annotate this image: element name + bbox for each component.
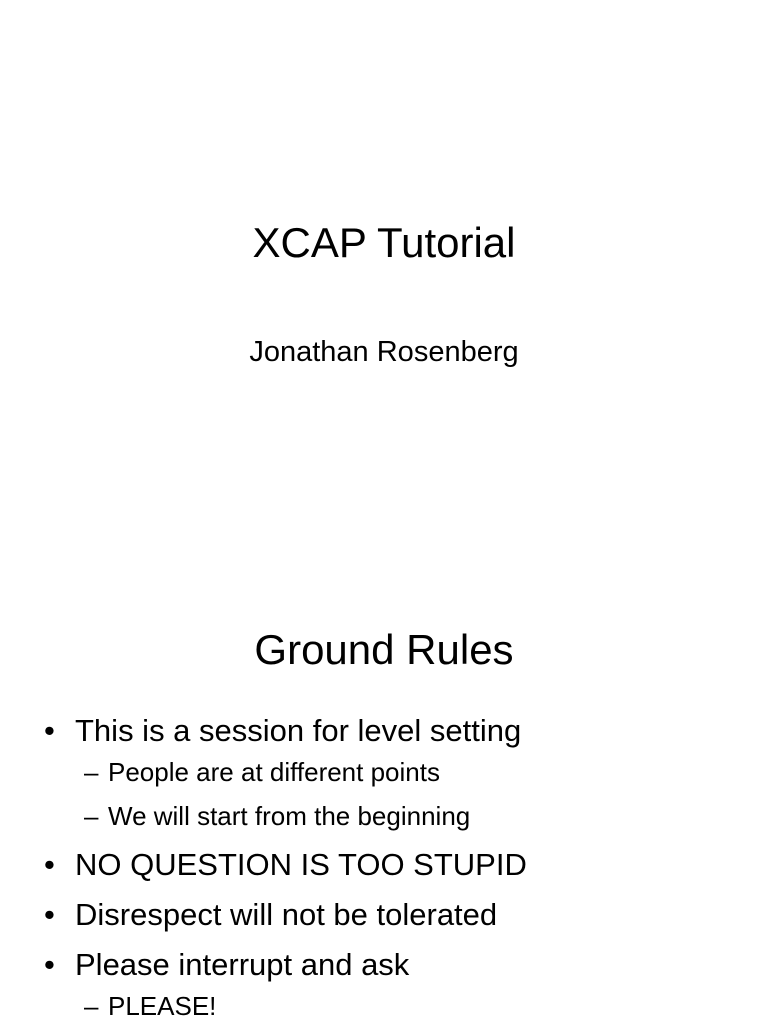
dash-icon: – [84, 991, 99, 1021]
slide-1-title: XCAP Tutorial [252, 219, 516, 266]
sub-bullet-item [0, 801, 768, 831]
sub-bullet-item [0, 991, 768, 1021]
dash-icon: – [84, 757, 99, 787]
bullet-text: Please interrupt and ask [75, 947, 410, 982]
sub-bullet-item [0, 757, 768, 787]
bullet-icon: • [44, 897, 55, 932]
sub-bullet-text: We will start from the beginning [108, 801, 471, 831]
bullet-item [0, 847, 768, 883]
bullet-icon: • [44, 947, 55, 982]
sub-bullet-text: PLEASE! [108, 991, 217, 1021]
bullet-item [0, 897, 768, 933]
bullet-item [0, 947, 768, 983]
slide-ground-rules [0, 576, 768, 1024]
bullet-list [0, 713, 768, 1024]
bullet-icon: • [44, 847, 55, 882]
bullet-text: NO QUESTION IS TOO STUPID [75, 847, 527, 882]
bullet-text: This is a session for level setting [75, 713, 522, 748]
bullet-item [0, 713, 768, 749]
dash-icon: – [84, 801, 99, 831]
sub-bullet-text: People are at different points [108, 757, 440, 787]
bullet-icon: • [44, 713, 55, 748]
bullet-text: Disrespect will not be tolerated [75, 897, 498, 932]
slide-1-author: Jonathan Rosenberg [249, 336, 519, 368]
slide-2-title: Ground Rules [254, 626, 514, 673]
